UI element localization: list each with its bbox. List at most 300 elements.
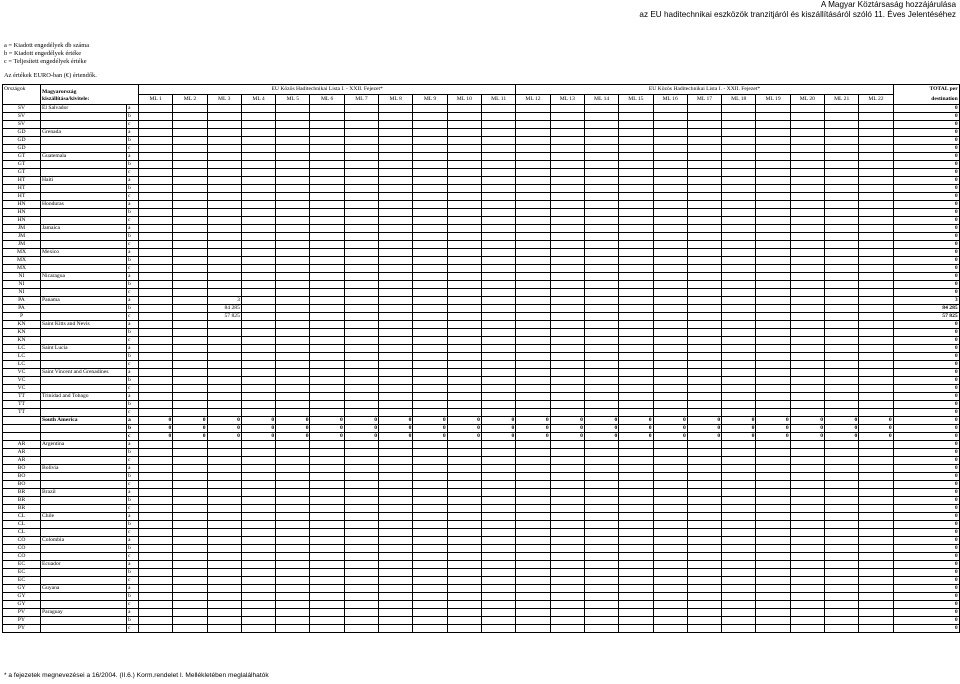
total-cell: 0 [893,329,959,337]
ml-value-cell [550,177,584,185]
ml-value-cell [859,513,893,521]
ml-value-cell [241,393,275,401]
ml-value-cell [481,281,515,289]
ml-value-cell [584,225,618,233]
ml-value-cell [139,577,173,585]
ml-value-cell [310,305,344,313]
ml-value-cell [859,265,893,273]
ml-value-cell [825,545,859,553]
ml-value-cell [173,393,207,401]
ml-value-cell [687,249,721,257]
note-currency: Az értékek EURO-ban (€) értendők. [4,72,97,79]
ml-value-cell [756,241,790,249]
ml-value-cell [344,585,378,593]
ml-value-cell [173,345,207,353]
ml-value-cell [687,505,721,513]
ml-value-cell [619,129,653,137]
country-code: NI [3,281,41,289]
ml-value-cell [722,473,756,481]
ml-value-cell [619,521,653,529]
ml-value-cell [139,465,173,473]
ml-value-cell [481,553,515,561]
ml-value-cell [550,321,584,329]
ml-value-cell [790,393,824,401]
ml-value-cell [722,497,756,505]
ml-value-cell [276,441,310,449]
ml-value-cell [516,113,550,121]
ml-value-cell [722,401,756,409]
ml-value-cell [481,457,515,465]
ml-value-cell [207,537,241,545]
ml-value-cell [310,577,344,585]
ml-value-cell [756,481,790,489]
ml-value-cell [653,457,687,465]
country-name [41,569,127,577]
ml-value-cell [790,169,824,177]
ml-value-cell [653,257,687,265]
ml-value-cell [447,481,481,489]
value-type: b [127,497,139,505]
total-cell: 0 [893,249,959,257]
value-type: a [127,201,139,209]
ml-value-cell [173,473,207,481]
ml-value-cell [310,345,344,353]
ml-value-cell [619,137,653,145]
country-name [41,473,127,481]
country-code: KN [3,337,41,345]
ml-value-cell [344,273,378,281]
ml-value-cell: 0 [516,417,550,425]
ml-value-cell [550,241,584,249]
table-row [3,577,960,585]
ml-value-cell [687,585,721,593]
ml-value-cell [687,409,721,417]
ml-value-cell: 0 [687,433,721,441]
ml-value-cell [550,353,584,361]
ml-value-cell [241,281,275,289]
value-type: a [127,369,139,377]
value-type: c [127,553,139,561]
ml-value-cell [584,561,618,569]
ml-value-cell [413,169,447,177]
total-cell: 0 [893,585,959,593]
ml-value-cell [207,281,241,289]
country-code: MX [3,265,41,273]
ml-value-cell [173,137,207,145]
value-type: a [127,585,139,593]
ml-value-cell [653,441,687,449]
ml-value-cell [550,297,584,305]
ml-value-cell [756,161,790,169]
ml-value-cell [687,441,721,449]
value-type: c [127,529,139,537]
ml-value-cell [550,369,584,377]
ml-value-cell [310,337,344,345]
ml-value-cell [825,369,859,377]
ml-value-cell [139,377,173,385]
ml-value-cell [413,225,447,233]
ml-value-cell [859,137,893,145]
ml-value-cell: 0 [825,425,859,433]
ml-value-cell [584,321,618,329]
ml-value-cell [447,281,481,289]
ml-value-cell [241,601,275,609]
ml-value-cell [207,409,241,417]
ml-value-cell [447,209,481,217]
ml-value-cell [790,345,824,353]
ml-value-cell [413,497,447,505]
ml-value-cell [550,233,584,241]
ml-value-cell [756,569,790,577]
ml-value-cell [173,209,207,217]
table-row [3,417,960,425]
ml-value-cell [379,561,413,569]
ml-value-cell [413,329,447,337]
ml-value-cell [379,217,413,225]
ml-value-cell [379,601,413,609]
ml-value-cell [139,545,173,553]
ml-value-cell: 0 [173,425,207,433]
ml-value-cell [619,545,653,553]
ml-value-cell [619,561,653,569]
ml-value-cell [276,313,310,321]
ml-value-cell [344,529,378,537]
ml-value-cell [756,273,790,281]
ml-value-cell [139,185,173,193]
ml-value-cell [310,561,344,569]
ml-value-cell [241,377,275,385]
table-row [3,177,960,185]
ml-value-cell [310,489,344,497]
ml-value-cell [619,233,653,241]
ml-value-cell [241,553,275,561]
ml-value-cell [413,593,447,601]
ml-value-cell [481,217,515,225]
ml-value-cell [379,265,413,273]
ml-value-cell [722,537,756,545]
ml-value-cell [859,441,893,449]
ml-value-cell [344,401,378,409]
ml-value-cell [310,105,344,113]
ml-value-cell [550,209,584,217]
country-code: SV [3,113,41,121]
ml-value-cell [516,153,550,161]
ml-value-cell [550,289,584,297]
ml-value-cell [756,457,790,465]
ml-value-cell [207,193,241,201]
ml-value-cell: 0 [790,417,824,425]
country-code: AR [3,457,41,465]
ml-value-cell [173,601,207,609]
country-code: NI [3,289,41,297]
table-row [3,529,960,537]
ml-value-cell [516,297,550,305]
ml-value-cell [859,585,893,593]
ml-value-cell [276,281,310,289]
country-name [41,121,127,129]
ml-value-cell [859,505,893,513]
ml-value-cell [687,353,721,361]
ml-value-cell [481,273,515,281]
ml-value-cell [859,169,893,177]
ml-value-cell [310,529,344,537]
value-type: b [127,113,139,121]
value-type: c [127,217,139,225]
ml-value-cell [310,521,344,529]
ml-value-cell [516,457,550,465]
ml-value-cell [276,513,310,521]
ml-value-cell [413,369,447,377]
ml-value-cell [447,457,481,465]
ml-value-cell [481,409,515,417]
table-row [3,513,960,521]
ml-value-cell [756,401,790,409]
ml-value-cell [687,457,721,465]
ml-value-cell [379,553,413,561]
ml-value-cell [139,113,173,121]
ml-value-cell [516,345,550,353]
ml-value-cell [619,513,653,521]
ml-value-cell [276,241,310,249]
ml-value-cell [722,169,756,177]
country-code: JM [3,241,41,249]
ml-value-cell [447,545,481,553]
ml-value-cell [584,201,618,209]
ml-value-cell: 0 [413,417,447,425]
ml-value-cell [516,329,550,337]
country-code: SV [3,121,41,129]
ml-value-cell [207,473,241,481]
ml-value-cell [619,497,653,505]
ml-value-cell [413,505,447,513]
ml-value-cell [619,529,653,537]
country-code: HT [3,177,41,185]
ml-value-cell [310,617,344,625]
table-row [3,617,960,625]
ml-value-cell [481,593,515,601]
ml-value-cell [310,249,344,257]
ml-value-cell [756,577,790,585]
ml-value-cell [241,233,275,241]
table-row [3,329,960,337]
ml-value-cell [344,409,378,417]
ml-value-cell [619,601,653,609]
ml-value-cell [550,409,584,417]
list-header-1: EU Közös Haditechnikai Lista I. - XXII. Fejezet* [139,85,516,95]
ml-value-cell: 0 [619,425,653,433]
ml-value-cell [687,377,721,385]
ml-value-cell [619,585,653,593]
total-cell: 0 [893,409,959,417]
ml-value-cell [344,561,378,569]
ml-value-cell: 0 [481,433,515,441]
ml-value-cell [584,617,618,625]
total-cell: 0 [893,345,959,353]
ml-value-cell [756,377,790,385]
ml-value-cell: 0 [207,417,241,425]
ml-value-cell [241,569,275,577]
ml-value-cell [413,337,447,345]
ml-value-cell [310,537,344,545]
ml-value-cell [756,281,790,289]
ml-value-cell [584,457,618,465]
ml-value-cell [310,153,344,161]
ml-value-cell [584,409,618,417]
ml-value-cell [276,409,310,417]
ml-value-cell [687,465,721,473]
ml-value-cell [413,121,447,129]
ml-value-cell [241,161,275,169]
table-row [3,313,960,321]
ml-value-cell [859,249,893,257]
ml-value-cell [241,457,275,465]
ml-value-cell [790,521,824,529]
total-cell: 0 [893,465,959,473]
ml-value-cell [344,225,378,233]
ml-value-cell [516,609,550,617]
ml-value-cell: 0 [344,425,378,433]
ml-value-cell [379,121,413,129]
ml-value-cell [379,441,413,449]
ml-value-cell [379,161,413,169]
country-code: VC [3,369,41,377]
ml-value-cell [241,361,275,369]
ml-value-cell [413,257,447,265]
total-cell: 0 [893,609,959,617]
ml-value-cell [447,305,481,313]
ml-value-cell [379,129,413,137]
ml-value-cell [173,537,207,545]
ml-value-cell [413,209,447,217]
ml-value-cell [756,609,790,617]
ml-value-cell [687,345,721,353]
ml-value-cell [207,513,241,521]
ml-value-cell: 0 [379,433,413,441]
ml-value-cell [207,609,241,617]
value-type: a [127,225,139,233]
ml-value-cell [310,145,344,153]
table-row [3,489,960,497]
ml-value-cell [859,497,893,505]
ml-value-cell [550,217,584,225]
ml-value-cell [516,265,550,273]
ml-value-cell [550,401,584,409]
ml-value-cell [173,545,207,553]
ml-value-cell [310,137,344,145]
ml-value-cell [173,369,207,377]
ml-value-cell [825,449,859,457]
ml-value-cell [756,169,790,177]
total-cell: 0 [893,217,959,225]
ml-value-cell [481,289,515,297]
ml-value-cell [379,393,413,401]
country-name: Haiti [41,177,127,185]
ml-column-header: ML 10 [447,95,481,105]
ml-value-cell [756,489,790,497]
ml-value-cell [859,409,893,417]
ml-value-cell [790,217,824,225]
ml-value-cell [344,473,378,481]
total-cell: 0 [893,321,959,329]
ml-value-cell [653,593,687,601]
ml-value-cell [619,273,653,281]
ml-value-cell [241,585,275,593]
ml-value-cell [516,513,550,521]
ml-value-cell [790,313,824,321]
ml-value-cell [859,273,893,281]
ml-value-cell [722,569,756,577]
ml-value-cell [276,137,310,145]
table-row [3,353,960,361]
total-cell: 0 [893,481,959,489]
ml-value-cell [584,105,618,113]
ml-value-cell [139,529,173,537]
ml-value-cell [379,233,413,241]
total-cell: 0 [893,473,959,481]
ml-value-cell [584,625,618,633]
header-row-1 [3,85,960,95]
ml-value-cell [207,353,241,361]
ml-value-cell [173,377,207,385]
ml-value-cell [276,593,310,601]
ml-value-cell [619,569,653,577]
ml-value-cell [825,265,859,273]
ml-value-cell [825,185,859,193]
country-code: PA [3,305,41,313]
ml-value-cell [584,601,618,609]
ml-value-cell [447,409,481,417]
ml-value-cell [825,169,859,177]
ml-value-cell [790,233,824,241]
ml-value-cell [139,249,173,257]
ml-value-cell [173,185,207,193]
ml-value-cell [687,617,721,625]
ml-value-cell [584,161,618,169]
ml-value-cell [207,377,241,385]
ml-value-cell [619,305,653,313]
header-blank [3,95,41,105]
ml-value-cell [413,585,447,593]
ml-value-cell [859,593,893,601]
ml-value-cell [344,385,378,393]
ml-value-cell [413,129,447,137]
ml-value-cell [550,489,584,497]
ml-value-cell [756,409,790,417]
ml-value-cell [207,593,241,601]
ml-value-cell [756,297,790,305]
ml-value-cell [584,529,618,537]
ml-value-cell [207,225,241,233]
value-type: a [127,465,139,473]
ml-value-cell [139,233,173,241]
country-name [41,193,127,201]
ml-value-cell [344,465,378,473]
ml-value-cell [481,569,515,577]
ml-value-cell [584,217,618,225]
ml-value-cell [379,345,413,353]
ml-value-cell [310,457,344,465]
ml-value-cell [207,369,241,377]
ml-value-cell [241,561,275,569]
ml-value-cell [241,577,275,585]
ml-value-cell [825,521,859,529]
ml-value-cell [379,185,413,193]
ml-value-cell [756,561,790,569]
ml-value-cell [584,145,618,153]
table-row [3,425,960,433]
ml-value-cell [173,249,207,257]
ml-value-cell [825,129,859,137]
